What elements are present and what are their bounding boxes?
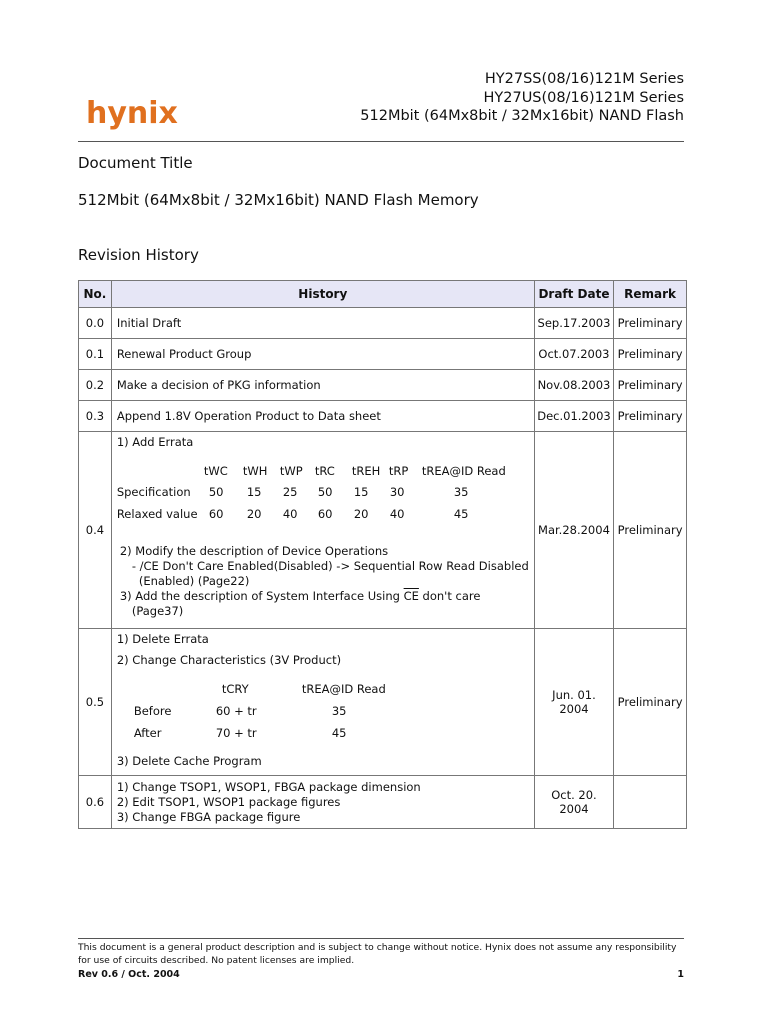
errata-col-header: tRC bbox=[314, 464, 335, 478]
footer-divider bbox=[78, 938, 684, 939]
relaxed-value: 20 bbox=[353, 507, 369, 521]
row-remark: Preliminary bbox=[614, 370, 687, 401]
revision-history-label: Revision History bbox=[78, 246, 199, 264]
series-line-2: HY27US(08/16)121M Series bbox=[483, 89, 684, 106]
errata-col-header: tRP bbox=[388, 464, 409, 478]
table-row bbox=[79, 776, 687, 829]
history-text: don't care bbox=[418, 589, 481, 603]
history-line: (Enabled) (Page22) bbox=[138, 574, 250, 588]
header-history: History bbox=[111, 281, 534, 308]
series-line-1: HY27SS(08/16)121M Series bbox=[484, 71, 684, 87]
row-remark: Preliminary bbox=[614, 308, 687, 339]
spec-value: 15 bbox=[246, 485, 262, 499]
after-value: 70 + tr bbox=[215, 726, 257, 740]
relaxed-value-label: Relaxed value bbox=[116, 507, 198, 521]
header-no: No. bbox=[79, 281, 112, 308]
table-row bbox=[79, 432, 687, 629]
row-date: Oct. 20. 2004 bbox=[534, 776, 613, 829]
table-header-row bbox=[79, 281, 687, 308]
row-history bbox=[111, 776, 534, 829]
document-title-label: Document Title bbox=[78, 154, 193, 172]
table-row bbox=[79, 370, 687, 401]
after-label: After bbox=[133, 726, 162, 740]
table-row bbox=[79, 401, 687, 432]
history-line: 1) Change TSOP1, WSOP1, FBGA package dimension bbox=[116, 779, 421, 794]
before-label: Before bbox=[133, 704, 172, 718]
after-value: 45 bbox=[331, 726, 347, 740]
row-no: 0.4 bbox=[79, 432, 112, 629]
char-col-header: tCRY bbox=[221, 682, 249, 696]
history-line: 2) Modify the description of Device Operations bbox=[119, 544, 389, 558]
row-remark: Preliminary bbox=[614, 401, 687, 432]
relaxed-value: 60 bbox=[208, 507, 224, 521]
row-no: 0.3 bbox=[79, 401, 112, 432]
table-row bbox=[79, 629, 687, 776]
series-header bbox=[360, 70, 684, 126]
relaxed-value: 60 bbox=[317, 507, 333, 521]
header-remark: Remark bbox=[614, 281, 687, 308]
errata-col-header: tREA@ID Read bbox=[421, 464, 506, 478]
row-history bbox=[111, 629, 534, 776]
row-history: Renewal Product Group bbox=[111, 339, 534, 370]
row-remark: Preliminary bbox=[614, 432, 687, 629]
row-history: Make a decision of PKG information bbox=[111, 370, 534, 401]
row-date: Dec.01.2003 bbox=[534, 401, 613, 432]
before-value: 60 + tr bbox=[215, 704, 257, 718]
spec-value: 25 bbox=[282, 485, 298, 499]
spec-value: 35 bbox=[453, 485, 469, 499]
row-04-items bbox=[117, 544, 529, 619]
characteristics-grid bbox=[117, 676, 529, 750]
errata-col-header: tWP bbox=[279, 464, 303, 478]
revision-table bbox=[78, 280, 687, 829]
history-line: 2) Edit TSOP1, WSOP1 package figures bbox=[116, 794, 341, 809]
revision-label: Rev 0.6 / Oct. 2004 bbox=[78, 969, 180, 980]
row-date: Mar.28.2004 bbox=[534, 432, 613, 629]
errata-item: 1) Add Errata bbox=[116, 435, 194, 449]
history-line: 3) Change FBGA package figure bbox=[116, 809, 301, 824]
char-col-header: tREA@ID Read bbox=[301, 682, 386, 696]
errata-col-header: tWH bbox=[242, 464, 268, 478]
row-remark: Preliminary bbox=[614, 339, 687, 370]
relaxed-value: 45 bbox=[453, 507, 469, 521]
row-history: Append 1.8V Operation Product to Data sheet bbox=[111, 401, 534, 432]
document-title: 512Mbit (64Mx8bit / 32Mx16bit) NAND Flash Memory bbox=[78, 191, 479, 209]
page-number: 1 bbox=[677, 969, 684, 980]
errata-col-header: tREH bbox=[351, 464, 381, 478]
specification-label: Specification bbox=[116, 485, 191, 499]
row-no: 0.0 bbox=[79, 308, 112, 339]
row-history: Initial Draft bbox=[111, 308, 534, 339]
hynix-logo: hynix bbox=[86, 96, 178, 131]
history-line: 1) Delete Errata bbox=[116, 632, 209, 646]
row-no: 0.5 bbox=[79, 629, 112, 776]
history-text: 3) Add the description of System Interface Using bbox=[119, 589, 404, 603]
series-line-3: 512Mbit (64Mx8bit / 32Mx16bit) NAND Flash bbox=[360, 108, 684, 124]
row-no: 0.1 bbox=[79, 339, 112, 370]
ce-signal: $\overline{CE}$ bbox=[403, 589, 419, 603]
row-date: Sep.17.2003 bbox=[534, 308, 613, 339]
row-date: Nov.08.2003 bbox=[534, 370, 613, 401]
row-date: Jun. 01. 2004 bbox=[534, 629, 613, 776]
row-remark: Preliminary bbox=[614, 629, 687, 776]
spec-value: 30 bbox=[389, 485, 405, 499]
errata-grid bbox=[117, 454, 529, 534]
history-line: (Page37) bbox=[131, 604, 184, 618]
row-no: 0.2 bbox=[79, 370, 112, 401]
spec-value: 15 bbox=[353, 485, 369, 499]
spec-value: 50 bbox=[208, 485, 224, 499]
table-row bbox=[79, 339, 687, 370]
row-history bbox=[111, 432, 534, 629]
row-remark bbox=[614, 776, 687, 829]
row-no: 0.6 bbox=[79, 776, 112, 829]
footer-disclaimer: This document is a general product description and is subject to change without notice. Hynix does not assume any responsibility for use of circuits described. No patent licenses are implied. bbox=[78, 942, 677, 966]
history-line: 2) Change Characteristics (3V Product) bbox=[116, 653, 342, 667]
history-line: 3) Delete Cache Program bbox=[116, 754, 262, 768]
before-value: 35 bbox=[331, 704, 347, 718]
relaxed-value: 20 bbox=[246, 507, 262, 521]
spec-value: 50 bbox=[317, 485, 333, 499]
header-divider bbox=[78, 141, 684, 142]
relaxed-value: 40 bbox=[282, 507, 298, 521]
row-date: Oct.07.2003 bbox=[534, 339, 613, 370]
relaxed-value: 40 bbox=[389, 507, 405, 521]
header-draft-date: Draft Date bbox=[534, 281, 613, 308]
errata-col-header: tWC bbox=[203, 464, 228, 478]
history-line bbox=[120, 589, 529, 604]
history-line: - /CE Don't Care Enabled(Disabled) -> Sequential Row Read Disabled bbox=[131, 559, 529, 573]
table-row bbox=[79, 308, 687, 339]
